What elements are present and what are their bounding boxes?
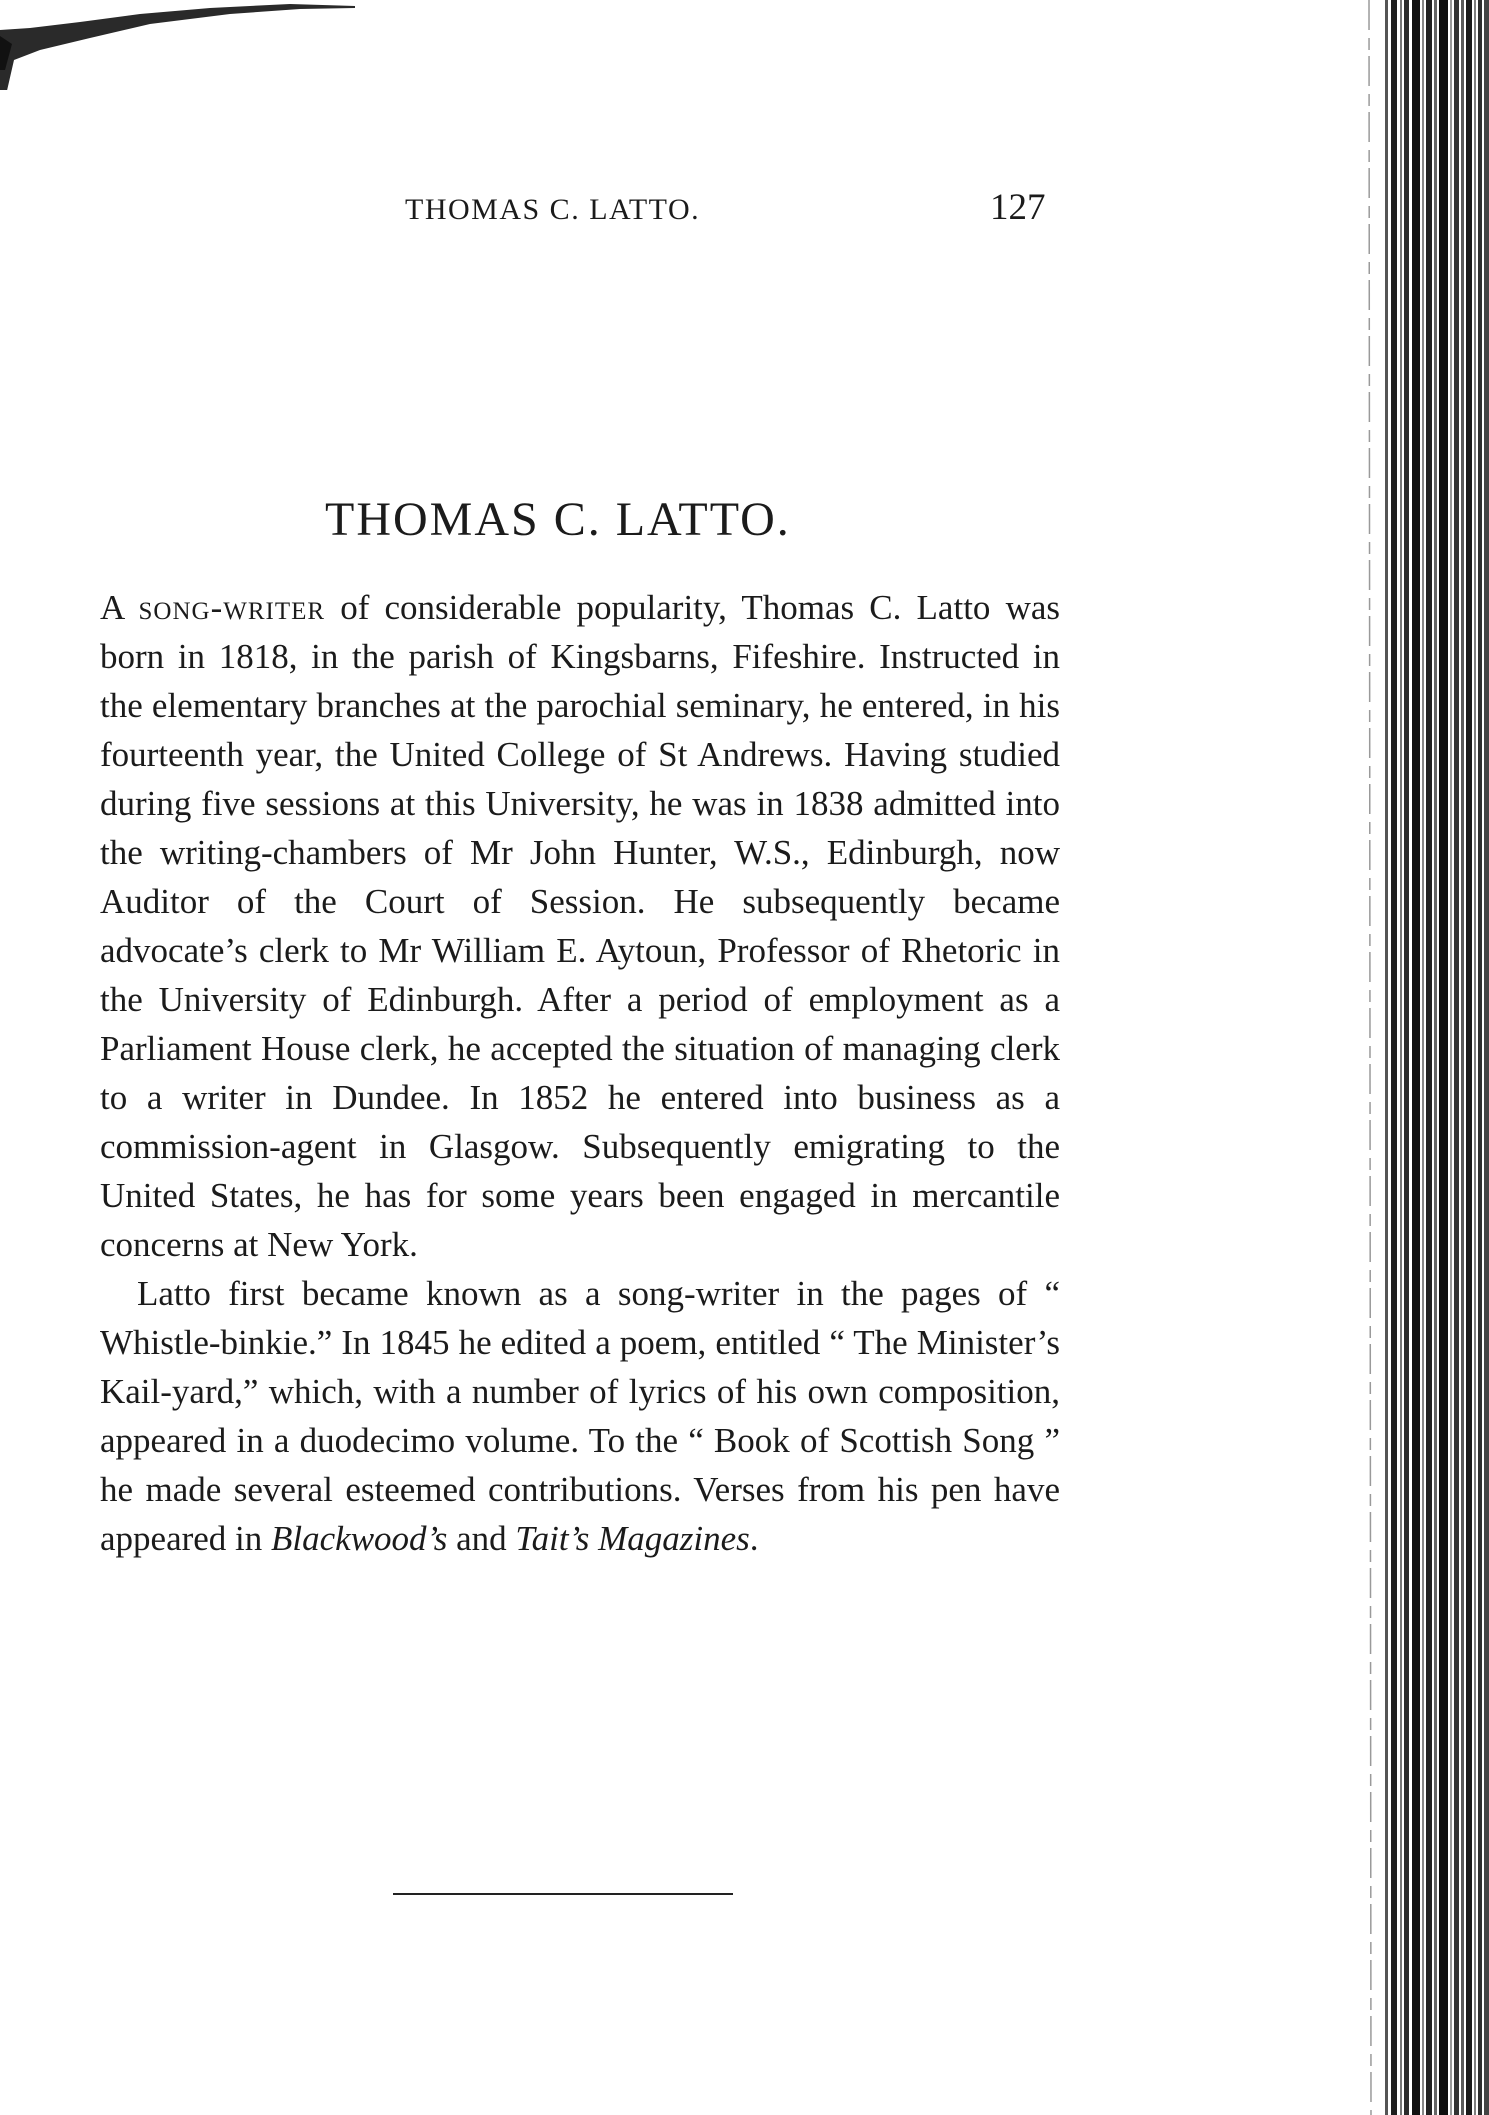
paragraph-songwriting — [100, 1269, 1060, 1563]
magazine-taits: Tait’s Magazines — [515, 1519, 750, 1558]
paragraph-2-text-end: . — [749, 1519, 759, 1558]
running-head-title: THOMAS C. LATTO. — [405, 193, 701, 226]
magazine-blackwoods: Blackwood’s — [271, 1519, 448, 1558]
paragraph-biography — [100, 583, 1060, 1269]
lead-word: A — [100, 588, 124, 627]
lead-smallcaps: song-writer — [138, 588, 326, 627]
scan-smudge-top-left — [0, 0, 360, 90]
book-gutter-edge — [1365, 0, 1489, 2115]
section-end-rule — [393, 1893, 733, 1895]
paragraph-1-text: of considerable popularity, Thomas C. Latto was born in 1818, in the parish of Kingsbarns, Fifeshire. Instructed in the elementary branches at the parochial seminary, he entered, in his fourteenth year, the United College of St Andrews. Having studied during five sessions at this University, he was in 1838 admitted into the writing-chambers of Mr John Hunter, W.S., Edinburgh, now Auditor of the Court of Session. He subsequently became advocate’s clerk to Mr William E. Aytoun, Professor of Rhetoric in the University of Edinburgh. After a period of employment as a Parliament House clerk, he accepted the situation of managing clerk to a writer in Dundee. In 1852 he entered into business as a commission-agent in Glasgow. Subsequently emigrating to the United States, he has for some years been engaged in mercantile concerns at New York. — [100, 588, 1061, 1264]
chapter-title: THOMAS C. LATTO. — [325, 493, 791, 546]
paragraph-2-text-before: Latto first became known as a song-writer in the pages of “ Whistle-binkie.” In 1845 he edited a poem, entitled “ The Minister’s Kail-yard,” which, with a number of lyrics of his own composition, appeared in a duodecimo volume. To the “ Book of Scottish Song ” he made several esteemed contributions. Verses from his pen have appeared in — [100, 1274, 1060, 1558]
page-number: 127 — [990, 187, 1046, 228]
body-text — [100, 583, 1060, 1563]
paragraph-2-text-middle: and — [447, 1519, 516, 1558]
